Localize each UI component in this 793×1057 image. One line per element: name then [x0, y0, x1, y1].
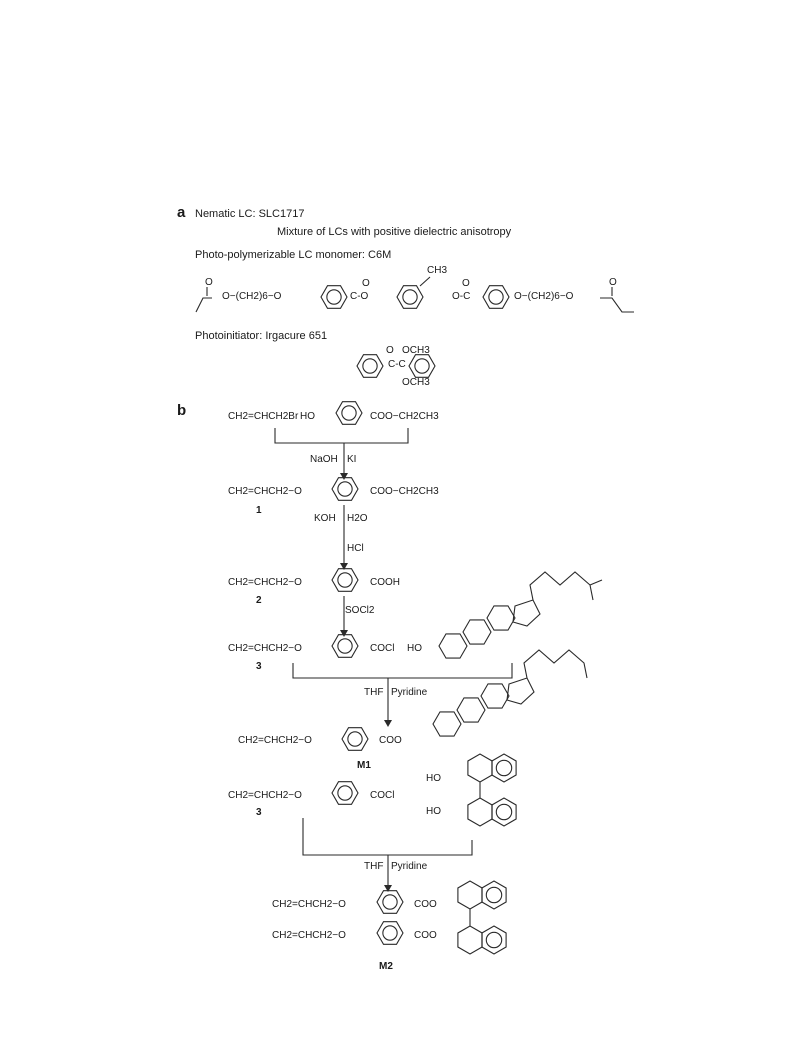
compound3b-number: 3	[256, 807, 262, 818]
binol-hydroxyl-bottom: HO	[426, 806, 441, 817]
photoinitiator-label: Photoinitiator: Irgacure 651	[195, 330, 328, 342]
compound2-ring	[332, 569, 358, 592]
step4-arrow-head	[384, 720, 392, 727]
c6m-ring-1	[321, 286, 347, 309]
m1-ester: COO	[379, 735, 402, 746]
c6m-ester-left: C-O	[350, 291, 369, 302]
c6m-acrylate-left-bond	[196, 298, 212, 312]
compound1-ring-aromatic	[338, 482, 352, 496]
monomer-label: Photo-polymerizable LC monomer: C6M	[195, 249, 392, 261]
step4-bracket	[293, 663, 512, 678]
c6m-ester-right: O-C	[452, 291, 471, 302]
m1-benzene-ring-aromatic	[348, 732, 362, 746]
binol-ring-4	[492, 798, 516, 826]
step3-reagent-socl2: SOCl2	[345, 605, 375, 616]
cholesterol-ring-b	[463, 620, 491, 644]
m2-binol-ring-1	[458, 881, 482, 909]
compound3-acyl-chloride: COCl	[370, 643, 395, 654]
c6m-spacer-left: O−(CH2)6−O	[222, 291, 282, 302]
step1-reagent-naoh: NaOH	[310, 454, 338, 465]
step2-reagent-koh: KOH	[314, 513, 336, 524]
step2-reagent-water: H2O	[347, 513, 368, 524]
step4-reagent-thf: THF	[364, 687, 384, 698]
paraben-ester: COO−CH2CH3	[370, 411, 439, 422]
panel-a-label: a	[177, 204, 186, 221]
nematic-lc-label: Nematic LC: SLC1717	[195, 208, 305, 220]
m2-benzene-bottom-aromatic	[383, 926, 397, 940]
c6m-spacer-right: O−(CH2)6−O	[514, 291, 574, 302]
compound3b-acyl-chloride: COCl	[370, 790, 395, 801]
m1-label: M1	[357, 760, 371, 771]
m2-binol-ring-3	[458, 926, 482, 954]
c6m-ring-2	[397, 286, 423, 309]
step3-arrow-head	[340, 630, 348, 637]
compound1-allyloxy: CH2=CHCH2−O	[228, 486, 302, 497]
m1-benzene-ring	[342, 728, 368, 751]
mixture-description: Mixture of LCs with positive dielectric anisotropy	[277, 226, 512, 238]
allyl-bromide: CH2=CHCH2Br	[228, 411, 299, 422]
m1-ring-a	[433, 712, 461, 736]
m1-ring-d	[507, 678, 534, 704]
compound2-acid: COOH	[370, 577, 400, 588]
compound3b-allyloxy: CH2=CHCH2−O	[228, 790, 302, 801]
cholesterol-ring-d	[513, 600, 540, 626]
paraben-ring	[336, 402, 362, 425]
c6m-acrylate-o-right: O	[609, 277, 617, 288]
compound1-number: 1	[256, 505, 262, 516]
irgacure-core: C-C	[388, 359, 406, 370]
cholesterol-side-chain	[530, 572, 593, 600]
step5-reagent-pyridine: Pyridine	[391, 861, 428, 872]
irgacure-och3-top: OCH3	[402, 345, 430, 356]
binol-ring-2-aromatic	[496, 760, 511, 775]
c6m-ring-3	[483, 286, 509, 309]
compound2-allyloxy: CH2=CHCH2−O	[228, 577, 302, 588]
compound2-ring-aromatic	[338, 573, 352, 587]
paraben-hydroxyl: HO	[300, 411, 315, 422]
compound1-ester: COO−CH2CH3	[370, 486, 439, 497]
binol-ring-3	[468, 798, 492, 826]
m2-allyloxy-top: CH2=CHCH2−O	[272, 899, 346, 910]
m2-binol-ring-4	[482, 926, 506, 954]
m1-ring-c	[481, 684, 509, 708]
panel-b-label: b	[177, 402, 187, 419]
compound3-ring	[332, 635, 358, 658]
c6m-carbonyl-o-left: O	[362, 278, 370, 289]
compound3-ring-aromatic	[338, 639, 352, 653]
m1-ring-b	[457, 698, 485, 722]
m2-binol-ring-2-aromatic	[486, 887, 501, 902]
step2-reagent-hcl: HCl	[347, 543, 364, 554]
step1-arrow-head	[340, 473, 348, 480]
irgacure-ring-left-aromatic	[363, 359, 377, 373]
binol-hydroxyl-top: HO	[426, 773, 441, 784]
compound2-number: 2	[256, 595, 262, 606]
paraben-ring-aromatic	[342, 406, 356, 420]
m2-binol-ring-4-aromatic	[486, 932, 501, 947]
irgacure-och3-bottom: OCH3	[402, 377, 430, 388]
irgacure-ring-right-aromatic	[415, 359, 429, 373]
c6m-methyl-bond	[420, 277, 430, 286]
compound3-allyloxy: CH2=CHCH2−O	[228, 643, 302, 654]
cholesterol-side-chain-branch	[590, 580, 602, 585]
c6m-acrylate-o-left: O	[205, 277, 213, 288]
step1-reagent-ki: KI	[347, 454, 357, 465]
m2-benzene-top	[377, 891, 403, 914]
c6m-ch3-label: CH3	[427, 265, 448, 276]
binol-ring-1	[468, 754, 492, 782]
c6m-ring-3-aromatic	[489, 290, 503, 304]
step4-reagent-pyridine: Pyridine	[391, 687, 428, 698]
m2-label: M2	[379, 961, 393, 972]
m2-allyloxy-bottom: CH2=CHCH2−O	[272, 930, 346, 941]
m2-benzene-bottom	[377, 922, 403, 945]
irgacure-carbonyl-o: O	[386, 345, 394, 356]
m2-binol-ring-2	[482, 881, 506, 909]
compound1-ring	[332, 478, 358, 501]
step5-reagent-thf: THF	[364, 861, 384, 872]
compound3-number: 3	[256, 661, 262, 672]
m2-ester-top: COO	[414, 899, 437, 910]
c6m-carbonyl-o-right: O	[462, 278, 470, 289]
m1-allyloxy: CH2=CHCH2−O	[238, 735, 312, 746]
compound3b-ring-aromatic	[338, 786, 352, 800]
irgacure-ring-left	[357, 355, 383, 378]
step1-bracket	[275, 428, 408, 443]
c6m-ring-2-aromatic	[403, 290, 417, 304]
c6m-acrylate-right-bond	[600, 298, 634, 312]
c6m-ring-1-aromatic	[327, 290, 341, 304]
compound3b-ring	[332, 782, 358, 805]
irgacure-ring-right	[409, 355, 435, 378]
cholesterol-hydroxyl: HO	[407, 643, 422, 654]
binol-ring-2	[492, 754, 516, 782]
step5-bracket	[303, 818, 472, 855]
m2-benzene-top-aromatic	[383, 895, 397, 909]
cholesterol-ring-c	[487, 606, 515, 630]
binol-ring-4-aromatic	[496, 804, 511, 819]
m1-side-chain	[524, 650, 587, 678]
cholesterol-ring-a	[439, 634, 467, 658]
m2-ester-bottom: COO	[414, 930, 437, 941]
